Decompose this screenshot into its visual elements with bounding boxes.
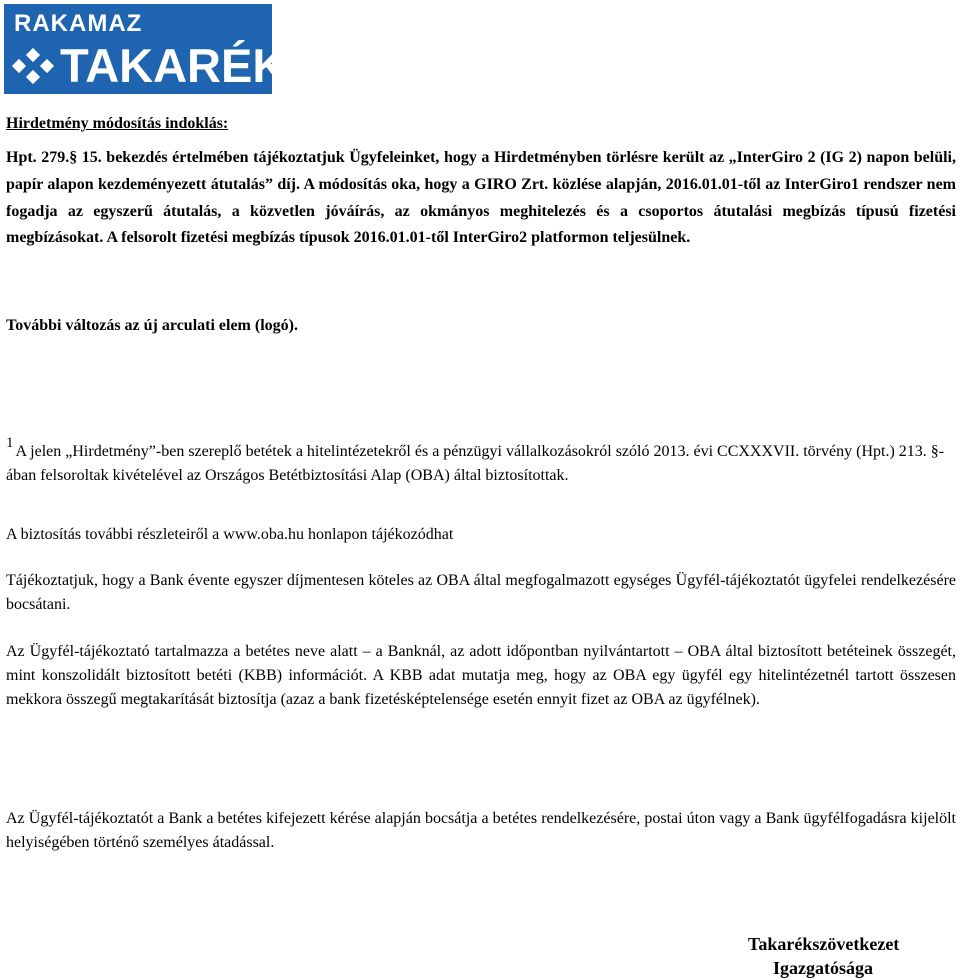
- body-paragraph-4: Az Ügyfél-tájékoztatót a Bank a betétes kifejezett kérése alapján bocsátja a betétes rendelkezésére, postai úton vagy a Bank ügyfélfogadásra kijelölt helyiségében történő személyes átadással.: [6, 810, 956, 851]
- notice-extra: További változás az új arculati elem (logó).: [6, 317, 298, 334]
- footnote: [6, 435, 956, 488]
- logo-diamond-icon: [12, 48, 56, 86]
- body-paragraph-2: Tájékoztatjuk, hogy a Bank évente egyszer díjmentesen köteles az OBA által megfogalmazott egységes Ügyfél-tájékoztatót ügyfelei rendelkezésére bocsátani.: [6, 572, 956, 613]
- footnote-mark: 1: [6, 435, 14, 451]
- signature-line1: Takarékszövetkezet: [748, 934, 900, 954]
- signature-block: [748, 932, 898, 980]
- footnote-text: A jelen „Hirdetmény”-ben szereplő betétek a hitelintézetekről és a pénzügyi vállalkozásokról szóló 2013. évi CCXXXVII. törvény (Hpt.) 213. §-ában felsoroltak kivételével az Országos Betétbiztosítási Alap (OBA) által biztosítottak.: [6, 443, 945, 484]
- notice-paragraph: Hpt. 279.§ 15. bekezdés értelmében tájékoztatjuk Ügyfeleinket, hogy a Hirdetményben törlésre került az „InterGiro 2 (IG 2) napon belüli, papír alapon kezdeményezett átutalás” díj. A módosítás oka, hogy a GIRO Zrt. közlése alapján, 2016.01.01-től az InterGiro1 rendszer nem fogadja az egyszerű átutalás, a közvetlen jóváírás, az okmányos meghitelezés és a csoportos átutalási megbízás típusú fizetési megbízásokat. A felsorolt fizetési megbízás típusok 2016.01.01-től InterGiro2 platformon teljesülnek.: [6, 149, 956, 247]
- signature-line2: Igazgatósága: [773, 958, 873, 978]
- logo-line1: RAKAMAZ: [14, 10, 143, 37]
- body-paragraph-1: A biztosítás további részleteiről a www.oba.hu honlapon tájékozódhat: [6, 526, 454, 543]
- body-paragraph-3: Az Ügyfél-tájékoztató tartalmazza a betétes neve alatt – a Banknál, az adott időpontban nyilvántartott – OBA által biztosított betéteinek összegét, mint konszolidált biztosított betéti (KBB) információt. A KBB adat mutatja meg, hogy az OBA egy ügyfél egy hitelintézetnél tartott összesen mekkora összegű megtakarítását biztosítja (azaz a bank fizetésképtelensége esetén ennyit fizet az OBA az ügyfélnek).: [6, 643, 956, 708]
- bank-logo: [4, 4, 287, 94]
- notice-heading: Hirdetmény módosítás indoklás:: [6, 115, 229, 132]
- logo-line2: TAKARÉK: [60, 39, 287, 92]
